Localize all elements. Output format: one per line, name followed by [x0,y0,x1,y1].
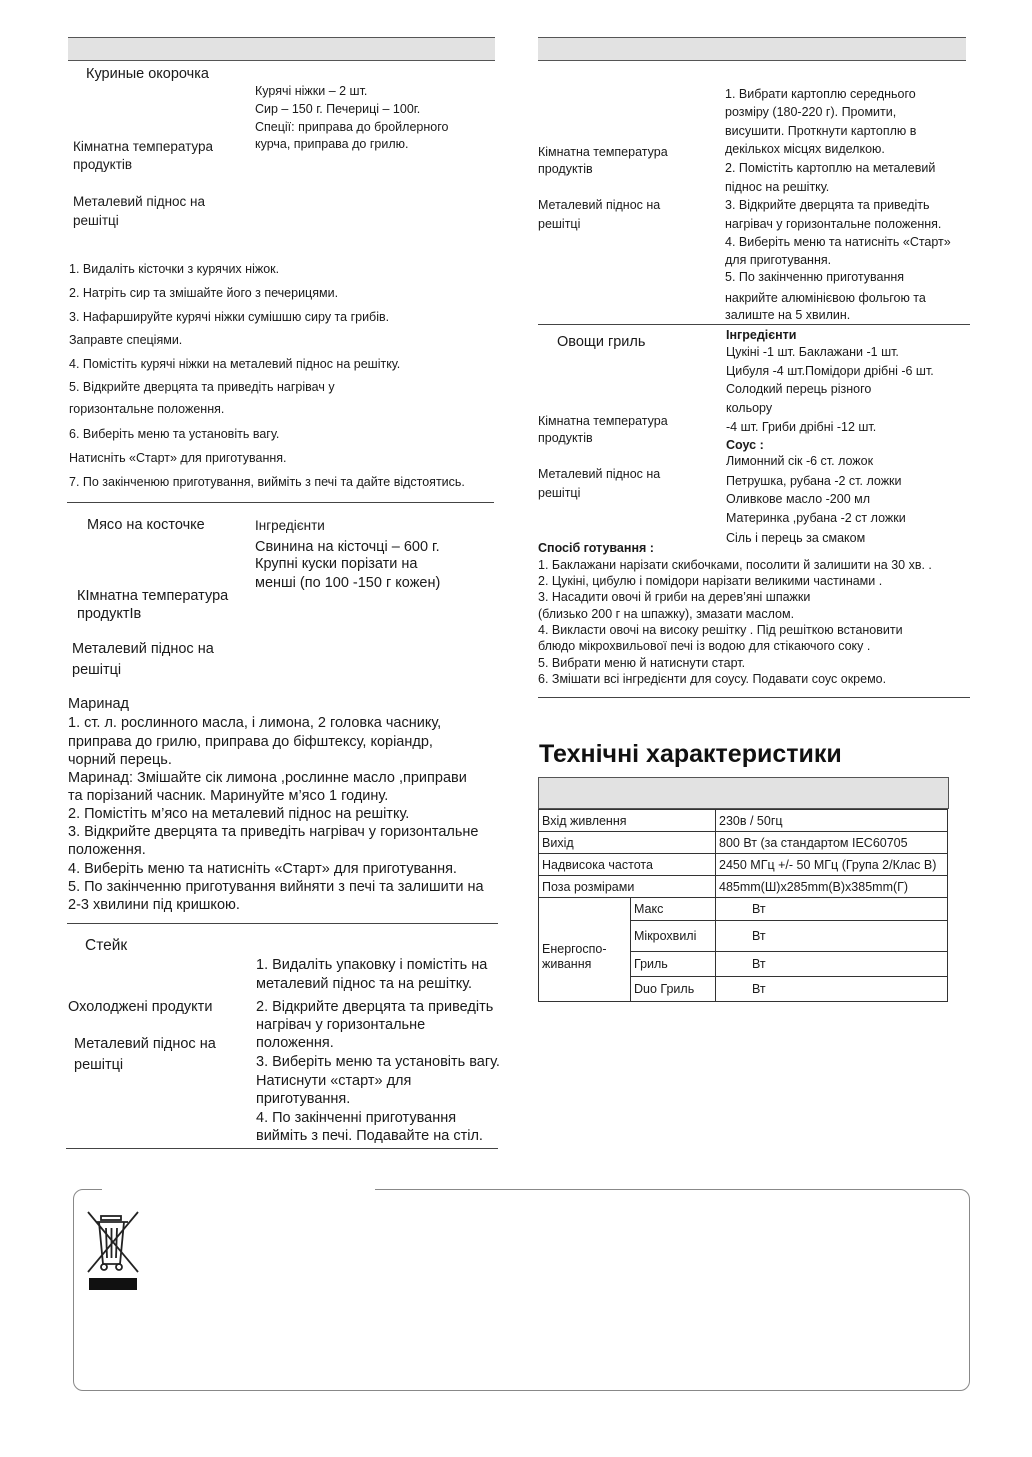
veg-temp-2: продуктів [538,431,593,445]
spec-label: Надвисока частота [539,854,716,876]
steak-step-1: 1. Видаліть упаковку і помістіть на [256,957,488,973]
marinade-line-2: приправа до грилю, приправа до біфштексу, коріандр, [68,734,433,750]
veg-method-3: 3. Насадити овочі й гриби на дерев’яні шпажки [538,590,811,604]
veg-method-2: 2. Цукіні, цибулю і помідори нарізати великими частинами . [538,574,883,588]
chicken-step-6b: Натисніть «Старт» для приготування. [69,451,287,465]
chicken-step-5: 5. Відкрийте дверцята та приведіть нагрівач у [69,380,335,394]
chicken-title: Куриные окорочка [86,66,209,82]
spec-value: 230в / 50гц [716,810,948,832]
box-title-gap [102,1184,375,1194]
potato-step-2b: піднос на решітку. [725,180,830,194]
table-row [539,832,948,854]
chicken-ingredient-4: курча, приправа до грилю. [255,137,409,151]
energy-mode: Мікрохвилі [631,921,716,952]
energy-value: Вт [716,898,948,921]
marinade-line-10: 5. По закінченню приготування вийняти з печі та залишити на [68,879,484,895]
section-header-bar-right [538,37,966,61]
chicken-step-5b: горизонтальне положення. [69,402,225,416]
steak-step-2c: положення. [256,1035,334,1051]
energy-label-1: Енергоспо- [542,941,607,956]
meat-ingredient-2: Крупні куски порізати на [255,556,418,572]
divider [66,1148,498,1149]
divider [538,697,970,698]
spec-value: 800 Вт (за стандартом IEC60705 [716,832,948,854]
marinade-line-9: 4. Виберіть меню та натисніть «Старт» для приготування. [68,861,457,877]
potato-step-1d: декількох місцях виделкою. [725,142,885,156]
divider [67,502,494,503]
chicken-tray-2: решітці [73,213,119,228]
veg-ingredient-5: -4 шт. Гриби дрібні -12 шт. [726,420,877,434]
divider [67,923,498,924]
chicken-ingredient-2: Сир – 150 г. Печериці – 100г. [255,102,421,116]
meat-ingredient-1: Свинина на кісточці – 600 г. [255,539,440,555]
steak-step-3c: приготування. [256,1091,351,1107]
meat-ingredient-head: Інгредієнти [255,518,325,533]
table-row [539,810,948,832]
veg-temp-1: Кімнатна температура [538,414,668,428]
meat-title: Мясо на косточке [87,517,205,533]
energy-value: Вт [716,977,948,1002]
tech-spec-table [538,809,948,1002]
chicken-step-7: 7. По закінченюю приготування, вийміть з печі та дайте відстоятись. [69,475,465,489]
veg-ingredient-head: Інгредієнти [726,328,797,342]
spec-label: Вихід [539,832,716,854]
potato-temp-1: Кімнатна температура [538,145,668,159]
veg-method-3b: (близько 200 г на шпажку), змазати маслом. [538,607,795,621]
chicken-step-4: 4. Помістіть курячі ніжки на металевий піднос на решітку. [69,357,401,371]
veg-method-6: 6. Змішати всі інгредієнти для соусу. Подавати соус окремо. [538,672,887,686]
spec-value: 485mm(Ш)x285mm(В)x385mm(Г) [716,876,948,898]
veg-tray-1: Металевий піднос на [538,467,661,481]
energy-mode: Макс [631,898,716,921]
energy-mode: Гриль [631,952,716,977]
chicken-ingredient-1: Курячі ніжки – 2 шт. [255,84,368,98]
table-row [539,898,948,921]
veg-tray-2: решітці [538,486,581,500]
divider [538,324,970,325]
crossed-out-wheelie-bin-icon [84,1208,144,1294]
table-row [539,854,948,876]
marinade-line-6: 2. Помістіть м’ясо на металевий піднос на решітку. [68,806,410,822]
marinade-head: Маринад [68,696,130,712]
potato-temp-2: продуктів [538,162,593,176]
potato-tray-1: Металевий піднос на [538,198,661,212]
steak-tray-2: решітці [74,1057,124,1073]
marinade-line-7: 3. Відкрийте дверцята та приведіть нагрівач у горизонтальне [68,824,479,840]
potato-step-1b: розміру (180-220 г). Промити, [725,105,897,119]
steak-step-3: 3. Виберіть меню та установіть вагу. [256,1054,500,1070]
veg-sauce-2: Петрушка, рубана -2 ст. ложки [726,474,902,488]
potato-step-5b: накрийте алюмінієвою фольгою та [725,291,926,305]
steak-tray-1: Металевий піднос на [74,1036,216,1052]
veg-title: Овощи гриль [557,334,646,350]
chicken-step-2: 2. Натріть сир та змішайте його з печерицями. [69,286,339,300]
energy-label [539,898,631,1002]
steak-step-4: 4. По закінченні приготування [256,1110,457,1126]
veg-method-4b: блюдо мікрохвильової печі із водою для стікаючого соку . [538,639,871,653]
meat-ingredient-3: менші (по 100 -150 г кожен) [255,575,441,591]
meat-tray-2: решітці [72,662,122,678]
potato-step-1: 1. Вибрати картоплю середнього [725,87,916,101]
energy-mode: Duo Гриль [631,977,716,1002]
veg-ingredient-2: Цибуля -4 шт.Помідори дрібні -6 шт. [726,364,934,378]
spec-value: 2450 МГц +/- 50 МГц (Група 2/Клас В) [716,854,948,876]
potato-step-3b: нагрівач у горизонтальне положення. [725,217,942,231]
veg-sauce-4: Материнка ,рубана -2 ст ложки [726,511,906,525]
meat-tray-1: Металевий піднос на [72,641,214,657]
chicken-ingredient-3: Спеції: приправа до бройлерного [255,120,449,134]
marinade-line-4: Маринад: Змішайте сік лимона ,рослинне масло ,приправи [68,770,467,786]
chicken-step-6: 6. Виберіть меню та установіть вагу. [69,427,280,441]
energy-label-2: живання [542,956,592,971]
potato-step-4: 4. Виберіть меню та натисніть «Старт» [725,235,951,249]
veg-method-4: 4. Викласти овочі на високу решітку . Під решіткою встановити [538,623,903,637]
section-header-bar-left [68,37,495,61]
table-row [539,876,948,898]
chicken-temp-1: Кімнатна температура [73,139,214,154]
veg-method-head: Спосіб готування : [538,541,654,555]
potato-tray-2: решітці [538,217,581,231]
marinade-line-5: та порізаний часник. Маринуйте м’ясо 1 годину. [68,788,389,804]
veg-ingredient-1: Цукіні -1 шт. Баклажани -1 шт. [726,345,899,359]
steak-step-3b: Натиснути «старт» для [256,1073,412,1089]
steak-step-1b: металевий піднос та на решітку. [256,976,473,992]
veg-ingredient-3: Солодкий перець різного [726,382,872,396]
steak-step-2: 2. Відкрийте дверцята та приведіть [256,999,494,1015]
chicken-step-3b: Заправте спеціями. [69,333,183,347]
potato-step-4b: для приготування. [725,253,832,267]
veg-ingredient-4: кольору [726,401,773,415]
spec-label: Поза розмірами [539,876,716,898]
potato-step-2: 2. Помістіть картоплю на металевий [725,161,936,175]
potato-step-5c: залиште на 5 хвилин. [725,308,851,322]
marinade-line-11: 2-3 хвилини під кришкою. [68,897,240,913]
veg-sauce-1: Лимонний сік -6 ст. ложок [726,454,874,468]
spec-label: Вхід живлення [539,810,716,832]
tech-title: Технічні характеристики [539,740,842,768]
potato-step-1c: висушити. Проткнути картоплю в [725,124,917,138]
veg-sauce-3: Оливкове масло -200 мл [726,492,871,506]
potato-step-5: 5. По закінченню приготування [725,270,905,284]
meat-temp-2: продуктІв [77,606,142,622]
chicken-step-3: 3. Нафаршируйте курячі ніжки сумішшю сиру та грибів. [69,310,390,324]
veg-method-1: 1. Баклажани нарізати скибочками, посолити й залишити на 30 хв. . [538,558,932,572]
steak-step-2b: нагрівач у горизонтальне [256,1017,426,1033]
veg-method-5: 5. Вибрати меню й натиснути старт. [538,656,746,670]
steak-title: Стейк [85,937,128,954]
marinade-line-1: 1. ст. л. рослинного масла, і лимона, 2 головка часнику, [68,715,442,731]
energy-value: Вт [716,921,948,952]
chicken-temp-2: продуктів [73,157,133,172]
steak-chilled: Охолоджені продукти [68,999,213,1015]
chicken-step-1: 1. Видаліть кісточки з курячих ніжок. [69,262,280,276]
potato-step-3: 3. Відкрийте дверцята та приведіть [725,198,930,212]
veg-sauce-head: Соус : [726,438,764,452]
tech-header-bar [538,777,949,809]
steak-step-4b: вийміть з печі. Подавайте на стіл. [256,1128,483,1144]
energy-value: Вт [716,952,948,977]
chicken-tray-1: Металевий піднос на [73,194,206,209]
marinade-line-8: положення. [68,842,146,858]
meat-temp-1: КІмнатна температура [77,588,229,604]
marinade-line-3: чорний перець. [68,752,172,768]
disposal-info-box [73,1189,970,1391]
veg-sauce-5: Сіль і перець за смаком [726,531,866,545]
